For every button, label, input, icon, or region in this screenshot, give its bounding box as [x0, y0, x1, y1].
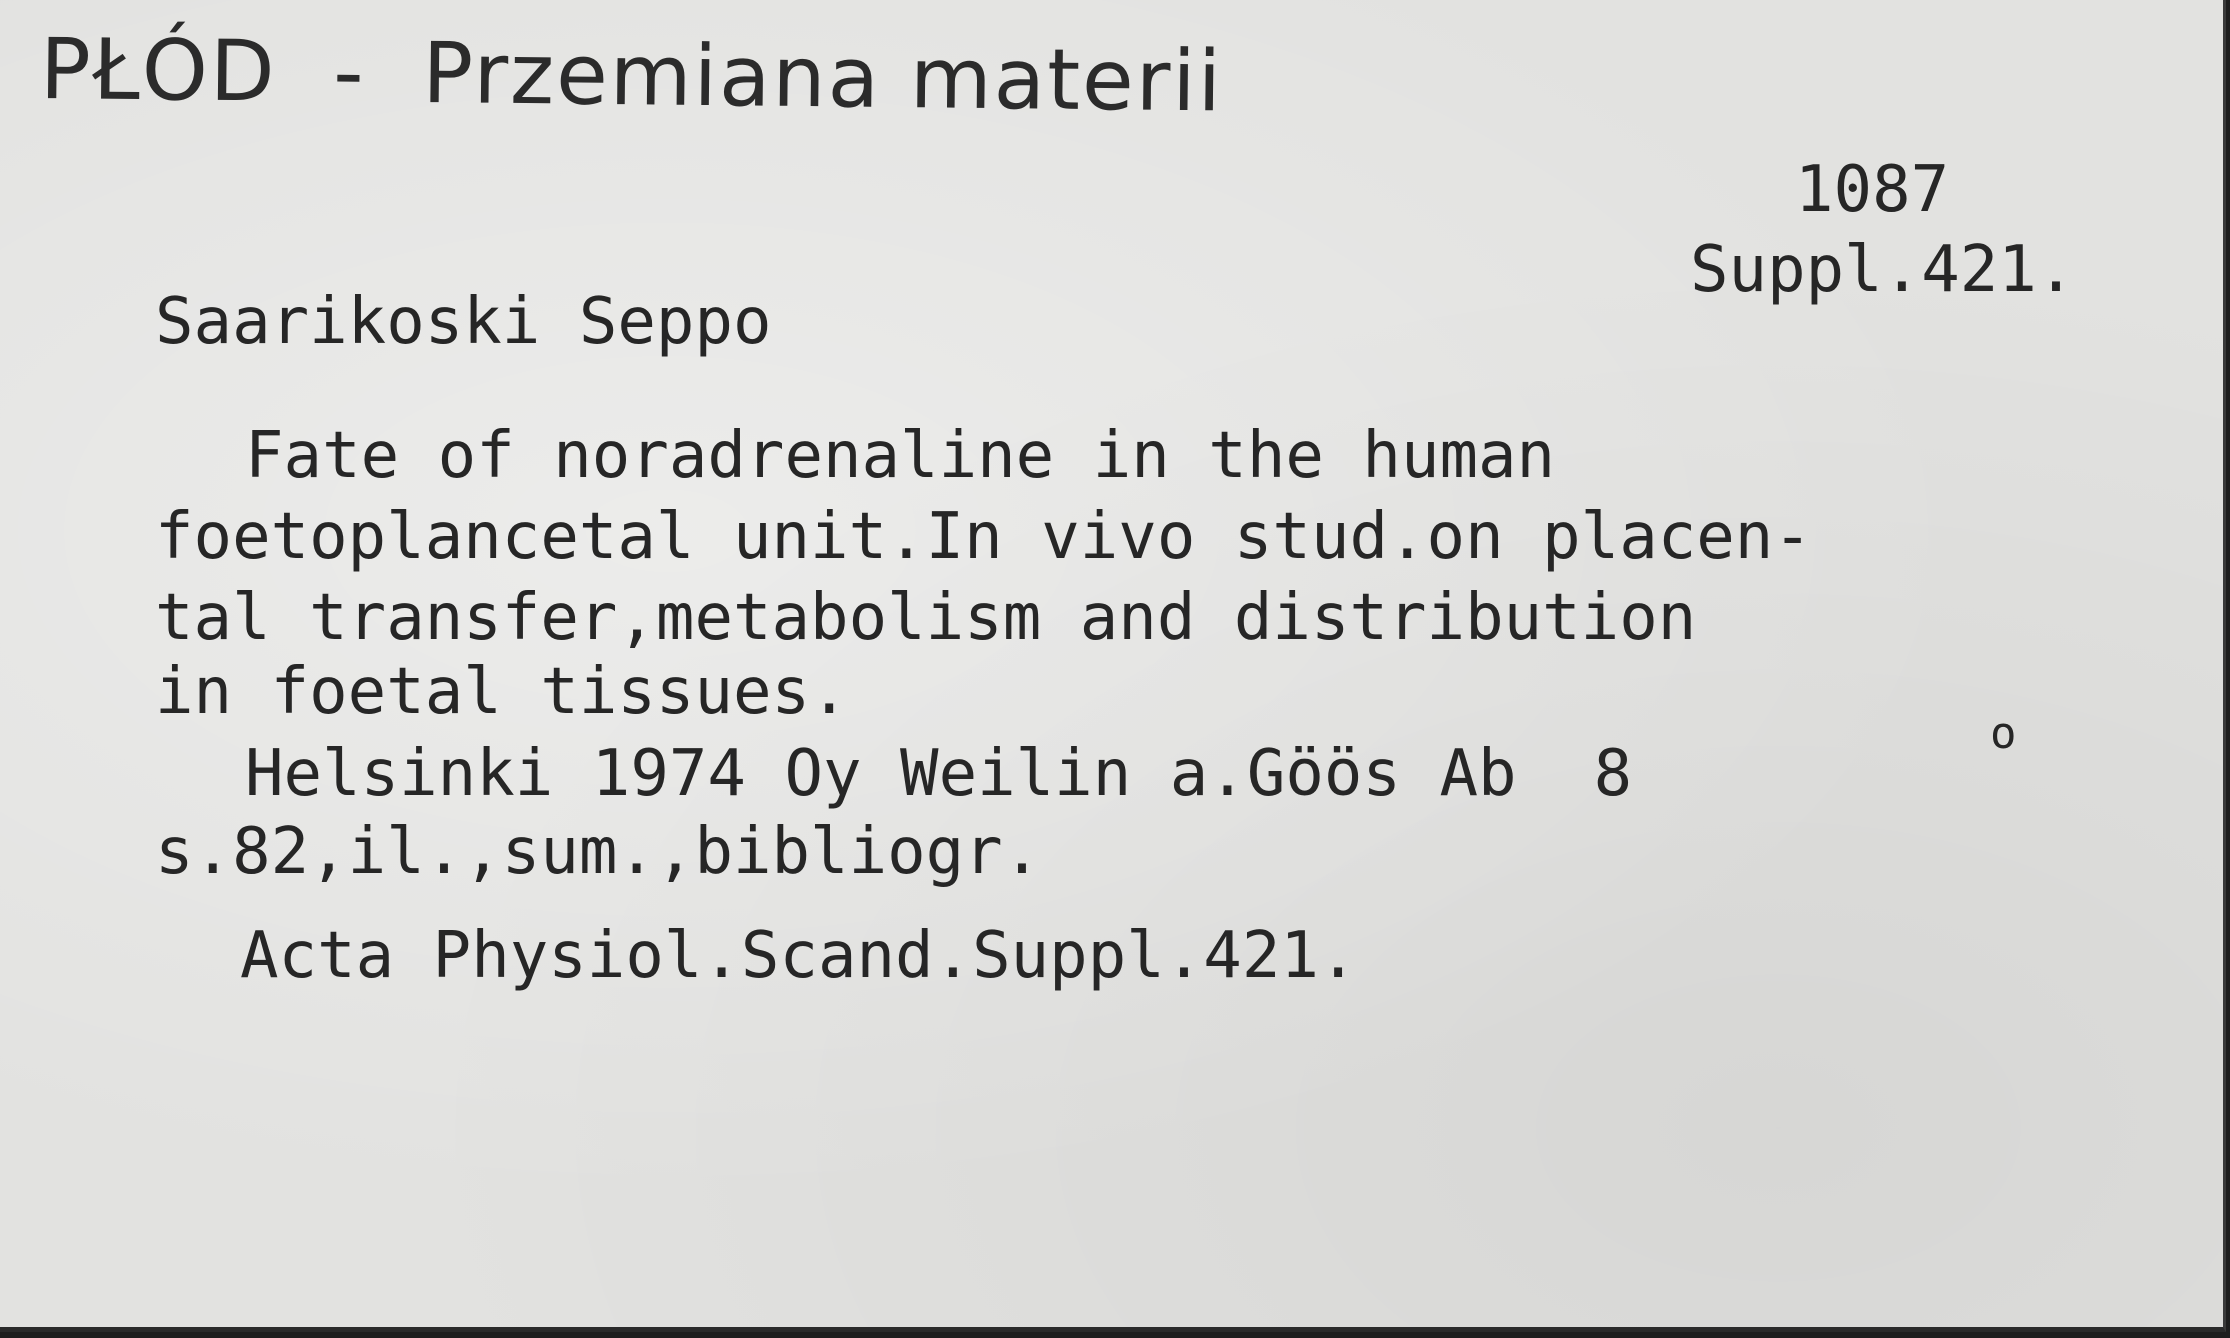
- title-line-4: in foetal tissues.: [155, 655, 849, 729]
- subject-heading-topic: Przemiana materii: [421, 24, 1224, 131]
- imprint-line: Helsinki 1974 Oy Weilin a.Göös Ab 8: [245, 737, 1633, 811]
- call-number: 1087: [1795, 153, 1950, 227]
- title-line-3: tal transfer,metabolism and distribution: [155, 581, 1697, 655]
- subject-heading-subject: PŁÓD: [39, 20, 278, 121]
- subject-heading: [39, 20, 1223, 130]
- author-name: Saarikoski Seppo: [155, 285, 772, 359]
- collation-line: s.82,il.,sum.,bibliogr.: [155, 815, 1042, 889]
- title-line-1: Fate of noradrenaline in the human: [245, 419, 1556, 493]
- series-line: Acta Physiol.Scand.Suppl.421.: [240, 919, 1358, 993]
- subject-heading-separator: -: [332, 23, 367, 122]
- shelf-mark: Suppl.421.: [1690, 233, 2076, 307]
- format-superscript: o: [1990, 708, 2017, 759]
- title-line-2: foetoplancetal unit.In vivo stud.on placen-: [155, 500, 1812, 574]
